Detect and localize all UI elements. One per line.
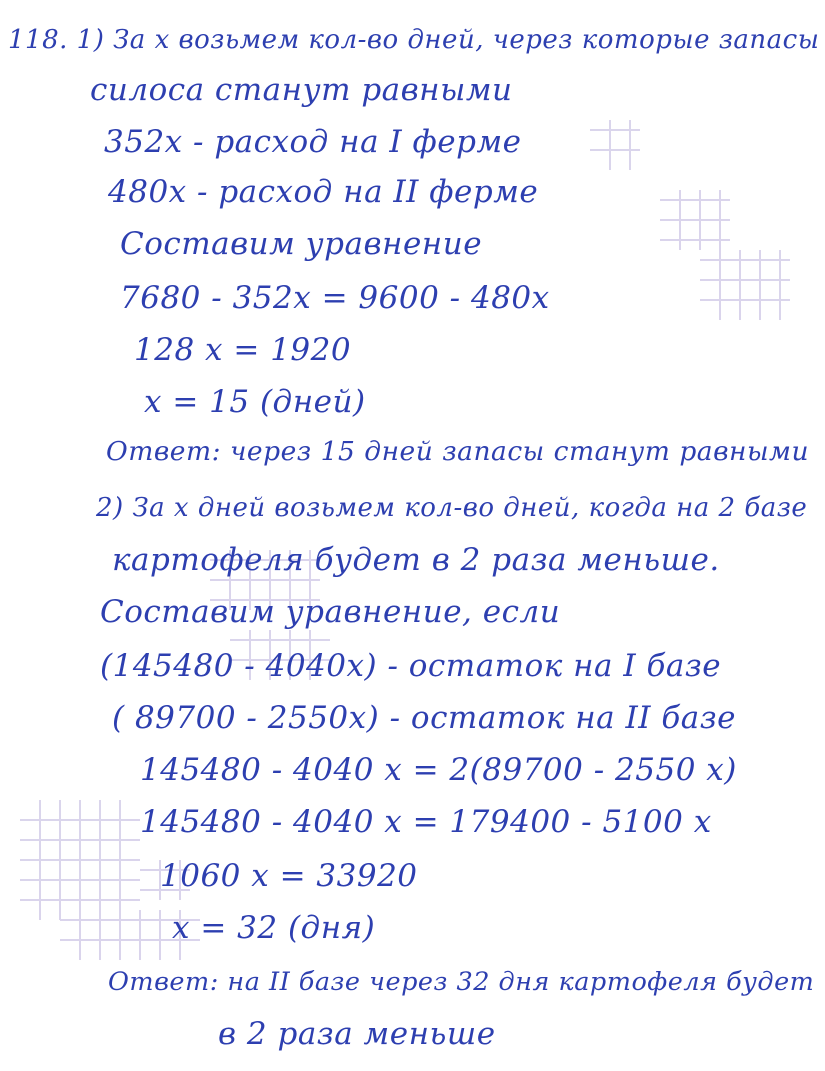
answer-2-line-1: Ответ: на II базе через 32 дня картофеля будет [108,967,815,997]
equation-heading-1: Составим уравнение [120,226,483,262]
equation-heading-2: Составим уравнение, если [100,594,561,630]
answer-1: Ответ: через 15 дней запасы станут равными [106,436,810,467]
problem-line-1: 118. 1) За х возьмем кол-во дней, через которые запасы [8,25,820,55]
problem-2-line-1: 2) За х дней возьмем кол-во дней, когда на 2 базе [96,493,808,523]
expression-line-1: 352х - расход на I ферме [104,124,522,160]
equation-7: х = 32 (дня) [172,910,376,946]
problem-2-line-2: картофеля будет в 2 раза меньше. [112,542,720,578]
equation-4: 145480 - 4040 х = 2(89700 - 2550 х) [140,752,737,788]
remainder-line-2: ( 89700 - 2550х) - остаток на II базе [112,700,736,736]
problem-line-2: силоса станут равными [90,72,513,108]
expression-line-2: 480х - расход на II ферме [108,174,539,210]
equation-3: х = 15 (дней) [144,384,366,420]
equation-6: 1060 х = 33920 [160,858,418,894]
equation-5: 145480 - 4040 х = 179400 - 5100 х [140,804,712,840]
remainder-line-1: (145480 - 4040х) - остаток на I базе [100,648,722,684]
answer-2-line-2: в 2 раза меньше [218,1016,496,1052]
equation-1: 7680 - 352х = 9600 - 480х [120,280,550,316]
equation-2: 128 х = 1920 [134,332,352,368]
